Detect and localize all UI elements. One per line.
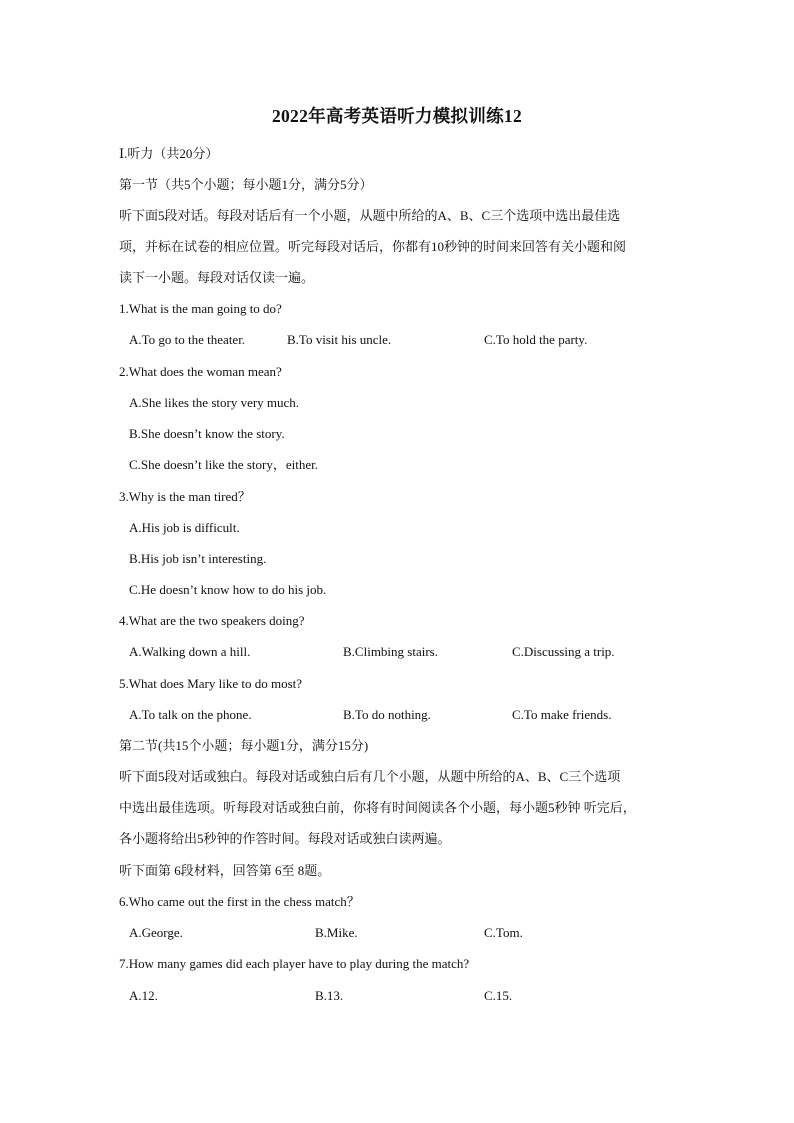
question-1: 1.What is the man going to do? <box>119 301 282 316</box>
question-2-option-a: A.She likes the story very much. <box>129 395 300 410</box>
question-7: 7.How many games did each player have to play during the match? <box>119 956 470 971</box>
question-6-option-a: A.George. <box>129 925 183 940</box>
material-note: 听下面第 6段材料，回答第 6至 8题。 <box>119 863 331 878</box>
question-2-option-b: B.She doesn’t know the story. <box>129 426 285 441</box>
section1-heading: 第一节（共5个小题；每小题1分，满分5分） <box>119 177 373 192</box>
question-4: 4.What are the two speakers doing? <box>119 613 305 628</box>
section1-instruction-line: 项，并标在试卷的相应位置。听完每段对话后，你都有10秒钟的时间来回答有关小题和阅 <box>119 239 627 254</box>
question-2-option-c: C.She doesn’t like the story，either. <box>129 457 318 472</box>
question-7-option-c: C.15. <box>484 988 513 1003</box>
part-heading: Ⅰ.听力（共20分） <box>119 146 219 161</box>
question-4-option-b: B.Climbing stairs. <box>343 644 438 659</box>
question-1-option-b: B.To visit his uncle. <box>287 332 392 347</box>
question-2: 2.What does the woman mean? <box>119 364 282 379</box>
question-7-option-a: A.12. <box>129 988 158 1003</box>
question-5: 5.What does Mary like to do most? <box>119 676 303 691</box>
question-5-option-c: C.To make friends. <box>512 707 612 722</box>
question-7-option-b: B.13. <box>315 988 344 1003</box>
question-1-option-c: C.To hold the party. <box>484 332 588 347</box>
section2-instruction-line: 各小题将给出5秒钟的作答时间。每段对话或独白读两遍。 <box>119 831 451 846</box>
section1-instruction-line: 听下面5段对话。每段对话后有一个小题，从题中所给的A、B、C三个选项中选出最佳选 <box>119 208 621 223</box>
question-1-option-a: A.To go to the theater. <box>129 332 246 347</box>
question-4-option-a: A.Walking down a hill. <box>129 644 251 659</box>
question-3-option-b: B.His job isn’t interesting. <box>129 551 267 566</box>
question-3-option-c: C.He doesn’t know how to do his job. <box>129 582 327 597</box>
question-6-option-c: C.Tom. <box>484 925 523 940</box>
question-3-option-a: A.His job is difficult. <box>129 520 240 535</box>
document-title: 2022年高考英语听力模拟训练12 <box>271 106 523 126</box>
section2-heading: 第二节(共15个小题；每小题1分，满分15分) <box>119 738 369 753</box>
section2-instruction-line: 听下面5段对话或独白。每段对话或独白后有几个小题，从题中所给的A、B、C三个选项 <box>119 769 621 784</box>
question-3: 3.Why is the man tired？ <box>119 489 251 504</box>
section2-instruction-line: 中选出最佳选项。听每段对话或独白前，你将有时间阅读各个小题，每小题5秒钟 听完后， <box>119 800 636 815</box>
question-6: 6.Who came out the first in the chess match？ <box>119 894 360 909</box>
section1-instruction-line: 读下一小题。每段对话仅读一遍。 <box>119 270 315 285</box>
question-5-option-b: B.To do nothing. <box>343 707 431 722</box>
question-6-option-b: B.Mike. <box>315 925 358 940</box>
question-4-option-c: C.Discussing a trip. <box>512 644 615 659</box>
question-5-option-a: A.To talk on the phone. <box>129 707 252 722</box>
